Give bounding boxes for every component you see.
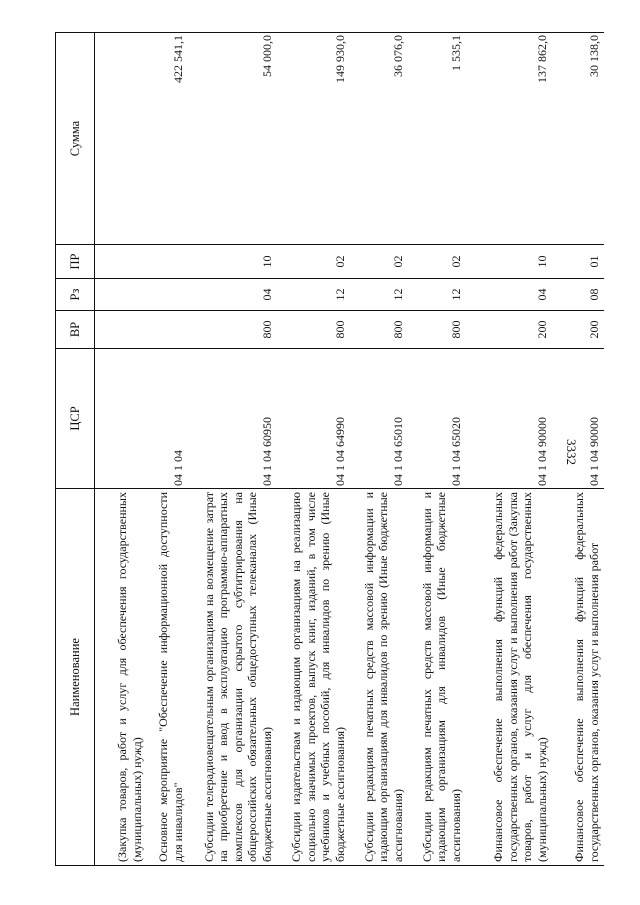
row-vr [95,311,148,349]
row-csr: 04 1 04 90000 [466,349,552,489]
row-name: (Закупка товаров, работ и услуг для обеспечения государственных (муниципальных) нужд) [95,489,148,866]
row-vr [147,311,188,349]
row-pr: 01 [552,245,604,279]
row-pr: 02 [408,245,466,279]
table-header-row [56,33,95,866]
row-pr: 02 [350,245,408,279]
row-name: Субсидии издательствам и издающим организациям на реализацию социально значимых проектов, выпуск книг, изданий, в том числе учебников и учебных пособий, для инвалидов по зрению (Иные бюджетные ассигнования) [277,489,350,866]
row-vr: 800 [408,311,466,349]
row-rz [95,279,148,311]
row-pr [147,245,188,279]
budget-table-rotated [55,33,601,866]
table-row [350,33,408,866]
row-name: Субсидии редакциям печатных средств массовой информации и издающим организациям для инвалидов по зрению (Иные бюджетные ассигнования) [350,489,408,866]
row-sum [95,33,148,245]
row-csr: 04 1 04 90000 [552,349,604,489]
row-rz [147,279,188,311]
row-rz: 12 [277,279,350,311]
row-csr: 04 1 04 [147,349,188,489]
row-csr: 04 1 04 60950 [188,349,277,489]
table-row [147,33,188,866]
row-vr: 800 [188,311,277,349]
header-rz: Рз [56,279,95,311]
header-csr: ЦСР [56,349,95,489]
row-rz: 12 [408,279,466,311]
table-row [552,33,604,866]
row-sum: 36 076,0 [350,33,408,245]
header-pr: ПР [56,245,95,279]
header-name: Наименование [56,489,95,866]
row-sum: 137 862,0 [466,33,552,245]
row-rz: 08 [552,279,604,311]
row-name: Субсидии редакциям печатных средств массовой информации и издающим организациям для инвалидов (Иные бюджетные ассигнования) [408,489,466,866]
row-rz: 12 [350,279,408,311]
row-name: Финансовое обеспечение выполнения функций федеральных государственных органов, оказания услуг и выполнения работ [552,489,604,866]
table-row [466,33,552,866]
row-pr: 10 [188,245,277,279]
row-vr: 200 [552,311,604,349]
table-row [95,33,148,866]
row-rz: 04 [466,279,552,311]
row-sum: 1 535,1 [408,33,466,245]
row-name: Финансовое обеспечение выполнения функций федеральных государственных органов, оказания услуг и выполнения работ (Закупка товаров, работ и услуг для обеспечения государственных (муниципальных) нужд) [466,489,552,866]
row-csr [95,349,148,489]
row-pr: 10 [466,245,552,279]
row-pr: 02 [277,245,350,279]
row-sum: 149 930,0 [277,33,350,245]
page-number: 3332 [564,439,579,465]
header-vr: ВР [56,311,95,349]
row-csr: 04 1 04 64990 [277,349,350,489]
row-vr: 800 [350,311,408,349]
row-sum: 30 138,0 [552,33,604,245]
row-pr [95,245,148,279]
row-sum: 422 541,1 [147,33,188,245]
table-row [408,33,466,866]
budget-table [55,32,604,866]
table-row [188,33,277,866]
row-csr: 04 1 04 65010 [350,349,408,489]
row-name: Основное мероприятие "Обеспечение информационной доступности для инвалидов" [147,489,188,866]
row-name: Субсидии телерадиовещательным организациям на возмещение затрат на приобретение и ввод в эксплуатацию программно-аппаратных комплексов для организации скрытого субтитрирования на общероссийских обязательных общедоступных телеканалах (Иные бюджетные ассигнования) [188,489,277,866]
row-vr: 800 [277,311,350,349]
header-sum: Сумма [56,33,95,245]
table-row [277,33,350,866]
row-rz: 04 [188,279,277,311]
row-sum: 54 000,0 [188,33,277,245]
row-csr: 04 1 04 65020 [408,349,466,489]
row-vr: 200 [466,311,552,349]
